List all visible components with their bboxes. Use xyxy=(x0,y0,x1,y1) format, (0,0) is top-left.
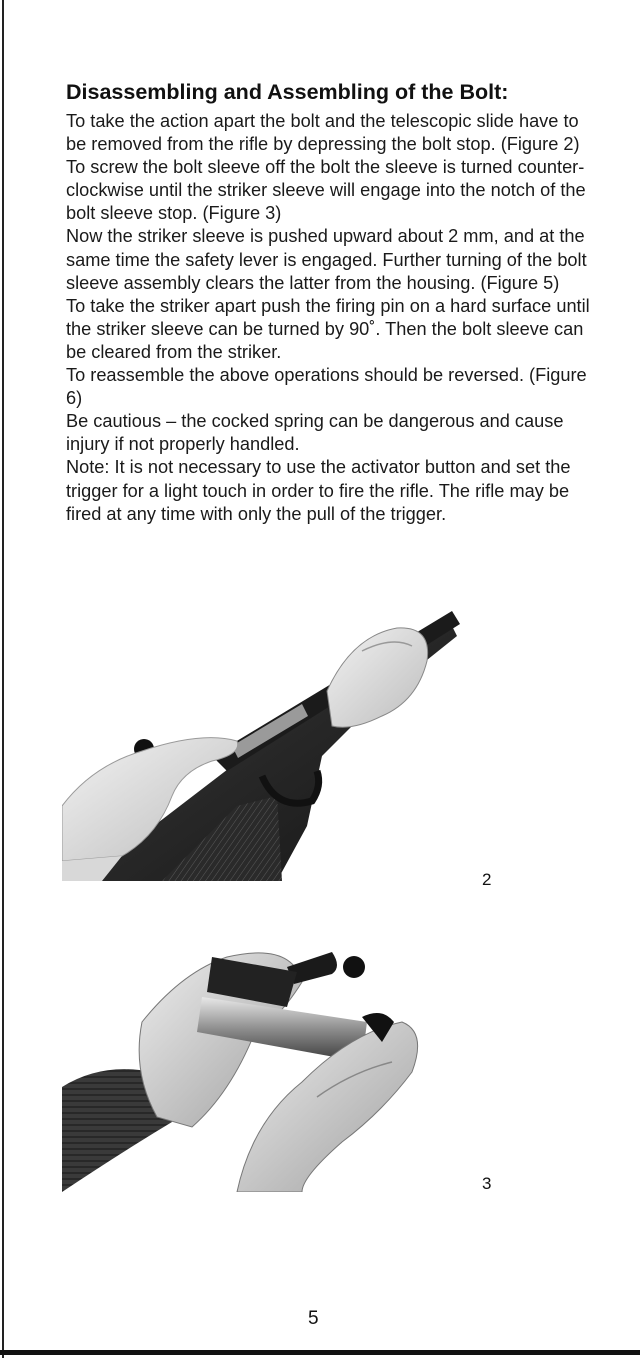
section-heading: Disassembling and Assembling of the Bolt: xyxy=(66,80,509,104)
figure-2-photo xyxy=(62,606,467,886)
text-content xyxy=(66,78,596,526)
paragraph-7: Note: It is not necessary to use the activator button and set the trigger for a light touch in order to fire the rifle. The rifle may be fired at any time with only the pull of the trigger. xyxy=(66,457,571,524)
paragraph-3: Now the striker sleeve is pushed upward about 2 mm, and at the same time the safety lever is engaged. Further turning of the bolt sleeve assembly clears the latter from the housing. (Figure 5) xyxy=(66,226,587,293)
paragraph-2: To screw the bolt sleeve off the bolt the sleeve is turned counter-clockwise until the striker sleeve will engage into the notch of the bolt sleeve stop. (Figure 3) xyxy=(66,157,586,224)
paragraph-5: To reassemble the above operations should be reversed. (Figure 6) xyxy=(66,365,587,409)
paragraph-4: To take the striker apart push the firing pin on a hard surface until the striker sleeve can be turned by 90˚. Then the bolt sleeve can be cleared from the striker. xyxy=(66,295,590,362)
page-edge-left xyxy=(2,0,4,1358)
figure-2-number: 2 xyxy=(482,870,492,889)
page-edge-bottom xyxy=(0,1350,640,1355)
page-number: 5 xyxy=(308,1308,319,1329)
body-text xyxy=(66,110,596,526)
paragraph-1: To take the action apart the bolt and the telescopic slide have to be removed from the rifle by depressing the bolt stop. (Figure 2) xyxy=(66,111,580,155)
figure-3-number: 3 xyxy=(482,1174,492,1193)
paragraph-6: Be cautious – the cocked spring can be dangerous and cause injury if not properly handled. xyxy=(66,411,564,455)
figure-3-photo xyxy=(62,912,444,1192)
